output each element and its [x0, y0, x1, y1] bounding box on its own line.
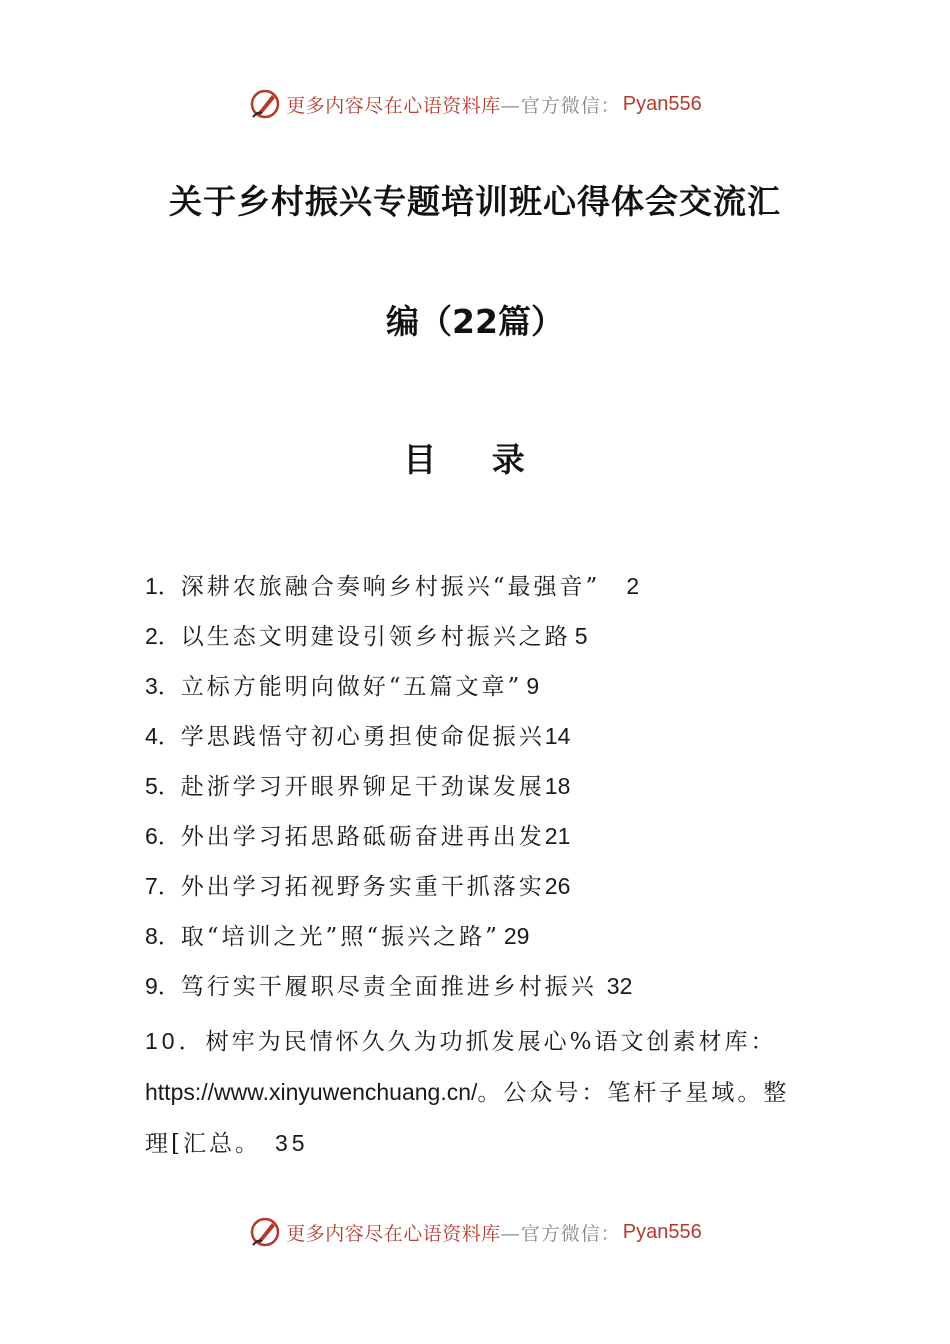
toc-item-page: 26	[544, 873, 571, 899]
toc-item-text: 树牢为民情怀久久为功抓发展心%语文创素材库：	[205, 1029, 777, 1055]
toc-heading: 目 录	[403, 440, 547, 479]
toc-item-text: 笃行实干履职尽责全面推进乡村振兴	[180, 974, 597, 1000]
banner-text: 更多内容尽在心语资料库	[286, 94, 501, 117]
toc-item-number: 5．	[145, 773, 181, 799]
toc-item-page: 35	[274, 1130, 309, 1156]
toc-item-page: 18	[544, 773, 571, 799]
toc-item-number: 7．	[145, 873, 181, 899]
document-title-line1: 关于乡村振兴专题培训班心得体会交流汇	[169, 182, 781, 221]
toc-item-page: 29	[503, 923, 530, 949]
banner-wechat-id: Pyan556	[622, 1220, 702, 1243]
toc-item-number: 2．	[145, 623, 181, 649]
toc-item-page: 14	[544, 723, 571, 749]
toc-item-url: https://www.xinyuwenchuang.cn/	[145, 1079, 478, 1105]
toc-item-number: 9．	[145, 973, 181, 999]
pen-logo-icon	[248, 87, 282, 121]
toc-item-text: 赴浙学习开眼界铆足干劲谋发展	[180, 774, 545, 800]
toc-item[interactable]	[145, 566, 815, 616]
banner-wechat-id: Pyan556	[622, 92, 702, 115]
banner-text: 更多内容尽在心语资料库	[286, 1222, 501, 1245]
toc-item[interactable]	[145, 616, 815, 666]
toc-item-number: 1．	[145, 573, 181, 599]
toc-item[interactable]	[145, 1016, 815, 1157]
toc-item-page: 9	[526, 673, 540, 699]
banner-suffix: —官方微信：	[500, 94, 621, 117]
toc-item[interactable]	[145, 666, 815, 716]
toc-item[interactable]	[145, 916, 815, 966]
toc-item[interactable]	[145, 766, 815, 816]
toc-item-text: 深耕农旅融合奏响乡村振兴“最强音”	[180, 574, 601, 600]
header-banner	[0, 84, 950, 124]
toc-item-text: 以生态文明建设引领乡村振兴之路	[180, 624, 571, 650]
toc-item-number: 6．	[145, 823, 181, 849]
toc-item-page: 5	[574, 623, 588, 649]
toc-item[interactable]	[145, 866, 815, 916]
toc-item-text: 学思践悟守初心勇担使命促振兴	[180, 724, 545, 750]
toc-item-page: 21	[544, 823, 571, 849]
pen-logo-icon	[248, 1215, 282, 1249]
document-title-line2: 编（22篇）	[386, 302, 564, 341]
table-of-contents	[145, 566, 815, 1157]
toc-item-number: 3．	[145, 673, 181, 699]
banner-suffix: —官方微信：	[500, 1222, 621, 1245]
toc-item[interactable]	[145, 716, 815, 766]
footer-banner	[0, 1212, 950, 1252]
toc-item-number: 4．	[145, 723, 181, 749]
toc-item-page: 2	[626, 573, 640, 599]
toc-item-number: 10．	[145, 1028, 206, 1054]
toc-item-page: 32	[606, 973, 633, 999]
toc-item-text: 外出学习拓思路砥砺奋进再出发	[180, 824, 545, 850]
toc-item-text: 立标方能明向做好“五篇文章”	[180, 674, 523, 700]
toc-item-text: 取“培训之光”照“振兴之路”	[180, 924, 500, 950]
toc-item-text-cont: 。公众号：笔杆子星域。整理[汇总。	[145, 1080, 790, 1157]
toc-item-number: 8．	[145, 923, 181, 949]
toc-item-text: 外出学习拓视野务实重干抓落实	[180, 874, 545, 900]
toc-item[interactable]	[145, 966, 815, 1016]
toc-item[interactable]	[145, 816, 815, 866]
